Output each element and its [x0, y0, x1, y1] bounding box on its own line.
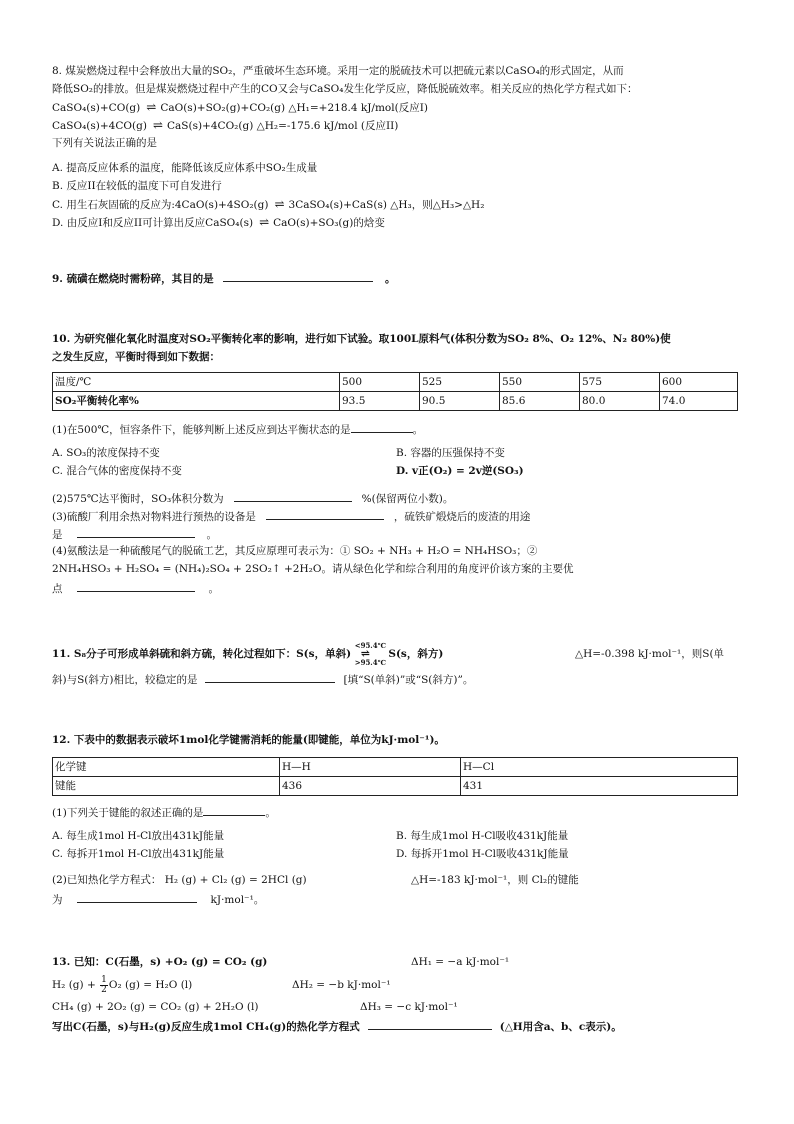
q11-line2: [52, 670, 473, 688]
q8-option-d: [52, 214, 385, 231]
q10-sub3-text: (3)硫酸厂利用余热对物料进行预热的设备是: [52, 511, 256, 523]
q10-sub1-text: (1)在500℃，恒容条件下，能够判断上述反应到达平衡状态的是: [52, 424, 351, 436]
fraction-one-half: [100, 976, 108, 995]
q13-eq1: 13. 已知：C(石墨，s) +O₂ (g) = CO₂ (g): [52, 956, 268, 968]
q9-line: [52, 269, 395, 287]
table-cell: 600: [660, 373, 738, 392]
q10-sub2-end: %(保留两位小数)。: [361, 493, 454, 505]
q12-sub1: [52, 803, 276, 821]
q12-sub2-dh: △H=-183 kJ·mol⁻¹，则 Cl₂的键能: [411, 874, 579, 886]
q10-sub1-end: 。: [412, 424, 424, 436]
q8-prompt: 下列有关说法正确的是: [52, 137, 157, 149]
q8-eq1: [52, 99, 428, 116]
q11-arrow-bottom: >95.4℃: [354, 658, 387, 667]
q12-sub2-line2: [52, 890, 264, 908]
table-row: [53, 392, 738, 411]
q10-line1: 10. 为研究催化氧化时温度对SO₂平衡转化率的影响，进行如下试验。取100L原料气(体积分数为SO₂ 8%、O₂ 12%、N₂ 80%)使: [52, 333, 671, 345]
table-row: [53, 777, 738, 796]
table-cell: 575: [580, 373, 660, 392]
q8-line2: 降低SO₂的排放。但是煤炭燃烧过程中产生的CO又会与CaSO₄发生化学反应，降低脱硫效率。相关反应的热化学方程式如下：: [52, 83, 638, 95]
q10-option-c: C. 混合气体的密度保持不变: [52, 465, 182, 477]
q12-table: [52, 757, 738, 796]
q12-sub2: (2)已知热化学方程式： H₂ (g) + Cl₂ (g) = 2HCl (g): [52, 874, 307, 886]
q11-transition-arrow: [354, 641, 387, 667]
fraction-denominator: 2: [101, 984, 107, 995]
q12-sub1-blank[interactable]: [203, 803, 265, 816]
q10-sub3: [52, 507, 530, 525]
q8-line1: 8. 煤炭燃烧过程中会释放出大量的SO₂，严重破坏生态环境。采用一定的脱硫技术可以把硫元素以CaSO₄的形式固定，从而: [52, 65, 624, 77]
q10-option-d: D. v正(O₂) = 2v逆(SO₃): [396, 465, 524, 477]
q13-dh3: ΔH₃ = −c kJ·mol⁻¹: [360, 1001, 458, 1013]
q10-sub4-line3: [52, 579, 219, 597]
equilibrium-arrow-icon: ⇌: [259, 215, 268, 229]
q10-sub1-blank[interactable]: [351, 420, 413, 433]
q13-eq2-a: H₂ (g) +: [52, 979, 96, 991]
table-cell: 化学键: [53, 758, 280, 777]
q12-option-b: B. 每生成1mol H-Cl吸收431kJ能量: [396, 830, 569, 842]
table-cell: 93.5: [340, 392, 420, 411]
table-row: [53, 758, 738, 777]
table-cell: 431: [461, 777, 738, 796]
q12-option-d: D. 每拆开1mol H-Cl吸收431kJ能量: [396, 848, 569, 860]
q8-eq2-right: CaS(s)+4CO₂(g) △H₂=-175.6 kJ/mol (反应II): [166, 120, 399, 132]
q10-table: [52, 372, 738, 411]
q13-dh2: ΔH₂ = −b kJ·mol⁻¹: [292, 979, 391, 991]
q11-answer-blank[interactable]: [205, 670, 335, 683]
q12-sub2-blank[interactable]: [77, 890, 197, 903]
q13-eq3: CH₄ (g) + 2O₂ (g) = CO₂ (g) + 2H₂O (l): [52, 1001, 259, 1013]
q12-option-a: A. 每生成1mol H-Cl放出431kJ能量: [52, 830, 225, 842]
q10-sub3-blank1[interactable]: [266, 507, 384, 520]
q12-option-c: C. 每拆开1mol H-Cl放出431kJ能量: [52, 848, 225, 860]
q10-sub4: (4)氨酸法是一种硫酸尾气的脱硫工艺，其反应原理可表示为：① SO₂ + NH₃ + H₂O = NH₄HSO₃；②: [52, 545, 538, 557]
table-cell: H—H: [280, 758, 461, 777]
q8-option-b: B. 反应II在较低的温度下可自发进行: [52, 180, 222, 192]
q8-optc-right: 3CaSO₄(s)+CaS(s) △H₃，则△H₃>△H₂: [288, 199, 485, 211]
q12-line1: 12. 下表中的数据表示破坏1mol化学键需消耗的能量(即键能，单位为kJ·mol⁻¹)。: [52, 734, 445, 746]
q12-sub1-end: 。: [265, 807, 276, 819]
q10-sub3-mid: ，硫铁矿煅烧后的废渣的用途: [393, 511, 531, 523]
q8-eq1-left: CaSO₄(s)+CO(g): [52, 102, 141, 114]
q10-option-b: B. 容器的压强保持不变: [396, 447, 505, 459]
q8-optd-left: D. 由反应I和反应II可计算出反应CaSO₄(s): [52, 217, 254, 229]
q10-sub1: [52, 420, 423, 438]
q10-sub2-blank[interactable]: [234, 489, 352, 502]
q13-last: [52, 1017, 622, 1035]
q8-optd-right: CaO(s)+SO₃(g)的焓变: [273, 217, 385, 229]
table-cell: 90.5: [420, 392, 500, 411]
q10-line2: 之发生反应，平衡时得到如下数据：: [52, 351, 220, 363]
q10-sub3-end: 。: [206, 529, 217, 541]
q8-eq2: [52, 117, 398, 134]
table-cell: 键能: [53, 777, 280, 796]
q13-dh1: ΔH₁ = −a kJ·mol⁻¹: [411, 956, 510, 968]
table-cell: 550: [500, 373, 580, 392]
table-cell: 85.6: [500, 392, 580, 411]
fraction-numerator: 1: [101, 974, 107, 985]
q8-optc-left: C. 用生石灰固硫的反应为:4CaO(s)+4SO₂(g): [52, 199, 269, 211]
q9-answer-blank[interactable]: [223, 269, 373, 282]
q8-option-a: A. 提高反应体系的温度，能降低该反应体系中SO₂生成量: [52, 162, 318, 174]
q13-eq2-b: O₂ (g) = H₂O (l): [108, 979, 193, 991]
table-cell: H—Cl: [461, 758, 738, 777]
q12-sub2-l2: 为: [52, 894, 63, 906]
q10-sub4-blank[interactable]: [77, 579, 195, 592]
equilibrium-arrow-icon: ⇌: [360, 647, 370, 660]
q10-sub2-text: (2)575℃达平衡时，SO₃体积分数为: [52, 493, 224, 505]
q8-eq2-left: CaSO₄(s)+4CO(g): [52, 120, 147, 132]
q11-arrow-top: <95.4℃: [354, 641, 387, 650]
q11-line2-text: 斜)与S(斜方)相比，较稳定的是: [52, 674, 198, 686]
equilibrium-arrow-icon: ⇌: [146, 100, 155, 114]
q13-last-end: (△H用含a、b、c表示)。: [499, 1021, 622, 1033]
table-cell: SO₂平衡转化率%: [53, 392, 340, 411]
q13-answer-blank[interactable]: [368, 1017, 492, 1030]
table-cell: 74.0: [660, 392, 738, 411]
q10-option-a: A. SO₃的浓度保持不变: [52, 447, 160, 459]
q10-sub2: [52, 489, 453, 507]
q12-sub1-text: (1)下列关于键能的叙述正确的是: [52, 807, 204, 819]
q10-sub3-blank2[interactable]: [77, 525, 195, 538]
q11-right: S(s，斜方): [388, 648, 444, 660]
table-row: [53, 373, 738, 392]
q11-left: 11. S₈分子可形成单斜硫和斜方硫，转化过程如下：S(s，单斜): [52, 648, 352, 660]
q9-text: 9. 硫磺在燃烧时需粉碎，其目的是: [52, 273, 214, 285]
q13-last-text: 写出C(石墨，s)与H₂(g)反应生成1mol CH₄(g)的热化学方程式: [52, 1021, 360, 1033]
q10-sub3-line2: [52, 525, 217, 543]
q10-sub4-l3: 点: [52, 583, 63, 595]
equilibrium-arrow-icon: ⇌: [152, 118, 161, 132]
q12-sub2-end: kJ·mol⁻¹。: [210, 894, 265, 906]
q11-dh: △H=-0.398 kJ·mol⁻¹，则S(单: [575, 648, 725, 660]
equilibrium-arrow-icon: ⇌: [274, 197, 283, 211]
q10-sub4-end: 。: [208, 583, 219, 595]
table-cell: 80.0: [580, 392, 660, 411]
table-cell: 525: [420, 373, 500, 392]
q8-eq1-right: CaO(s)+SO₂(g)+CO₂(g) △H₁=+218.4 kJ/mol(反应I): [160, 102, 428, 114]
q10-sub3-l2: 是: [52, 529, 63, 541]
q9-end: 。: [384, 273, 396, 285]
q11-line2-end: [填“S(单斜)”或“S(斜方)”。: [343, 674, 474, 686]
q11-line1: [52, 641, 444, 667]
table-cell: 436: [280, 777, 461, 796]
q10-sub4-line2: 2NH₄HSO₃ + H₂SO₄ = (NH₄)₂SO₄ + 2SO₂↑ +2H₂O。请从绿色化学和综合利用的角度评价该方案的主要优: [52, 563, 574, 575]
table-cell: 温度/℃: [53, 373, 340, 392]
q8-option-c: [52, 196, 484, 213]
table-cell: 500: [340, 373, 420, 392]
q13-eq2: [52, 972, 192, 998]
